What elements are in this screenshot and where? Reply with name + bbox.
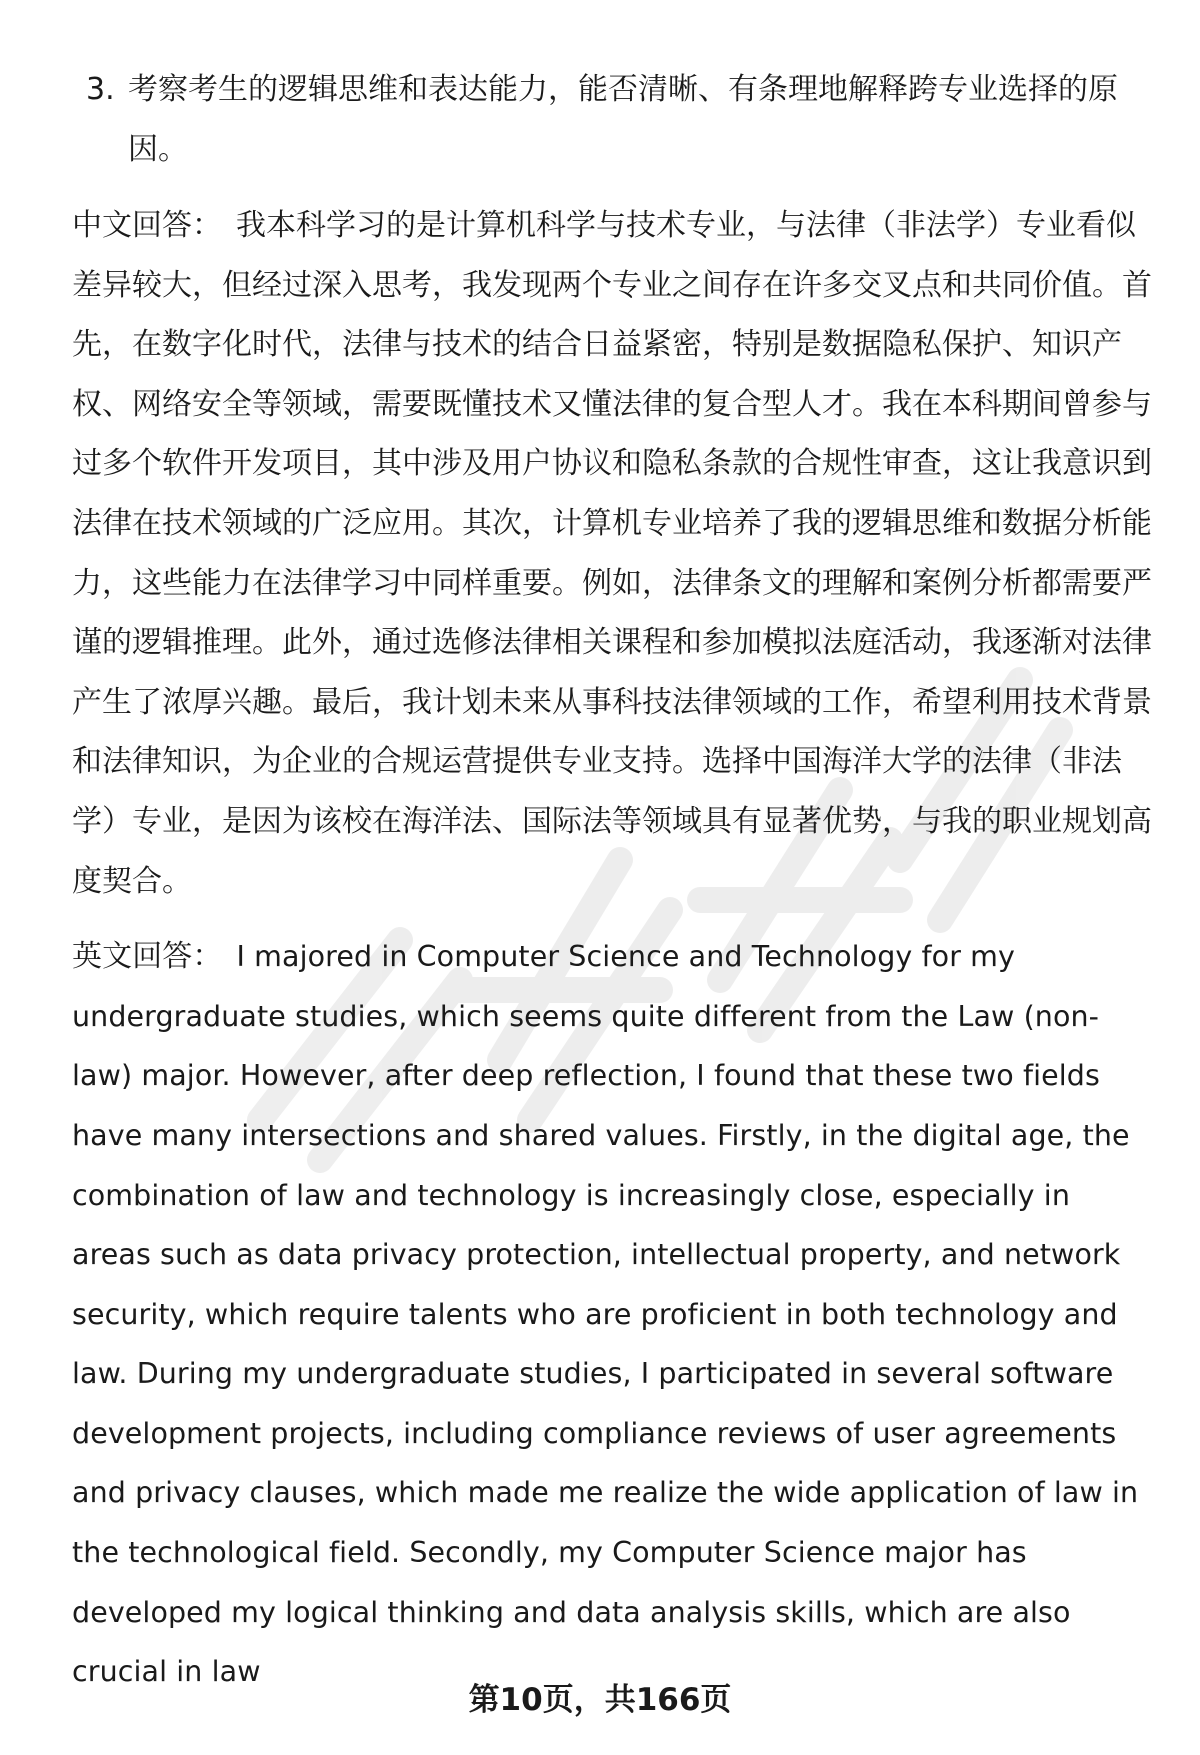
chinese-answer <box>72 196 1158 911</box>
question-text: 考察考生的逻辑思维和表达能力，能否清晰、有条理地解释跨专业选择的原因。 <box>128 72 1118 167</box>
chinese-answer-text: 我本科学习的是计算机科学与技术专业，与法律（非法学）专业看似差异较大，但经过深入思考，我发现两个专业之间存在许多交叉点和共同价值。首先，在数字化时代，法律与技术的结合日益紧密，特别是数据隐私保护、知识产权、网络安全等领域，需要既懂技术又懂法律的复合型人才。我在本科期间曾参与过多个软件开发项目，其中涉及用户协议和隐私条款的合规性审查，这让我意识到法律在技术领域的广泛应用。其次，计算机专业培养了我的逻辑思维和数据分析能力，这些能力在法律学习中同样重要。例如，法律条文的理解和案例分析都需要严谨的逻辑推理。此外，通过选修法律相关课程和参加模拟法庭活动，我逐渐对法律产生了浓厚兴趣。最后，我计划未来从事科技法律领域的工作，希望利用技术背景和法律知识，为企业的合规运营提供专业支持。选择中国海洋大学的法律（非法学）专业，是因为该校在海洋法、国际法等领域具有显著优势，与我的职业规划高度契合。 <box>72 208 1152 899</box>
document-body <box>72 60 1158 1702</box>
page-footer <box>0 1680 1200 1720</box>
english-answer-label: 英文回答： <box>72 939 223 975</box>
page-indicator: 第10页，共166页 <box>468 1682 732 1718</box>
english-answer <box>72 927 1158 1702</box>
chinese-answer-label: 中文回答： <box>72 208 222 243</box>
english-answer-text: I majored in Computer Science and Technology for my undergraduate studies, which seems quite different from the Law (non-law) major. However, after deep reflection, I found that these two fields have many intersections and shared values. Firstly, in the digital age, the combination of law and technology is increasingly close, especially in areas such as data privacy protection, intellectual property, and network security, which require talents who are proficient in both technology and law. During my undergraduate studies, I participated in several software development projects, including compliance reviews of user agreements and privacy clauses, which made me realize the wide application of law in the technological field. Secondly, my Computer Science major has developed my logical thinking and data analysis skills, which are also crucial in law <box>72 940 1139 1689</box>
question-item <box>72 60 1158 180</box>
question-number: 3. <box>86 72 115 107</box>
